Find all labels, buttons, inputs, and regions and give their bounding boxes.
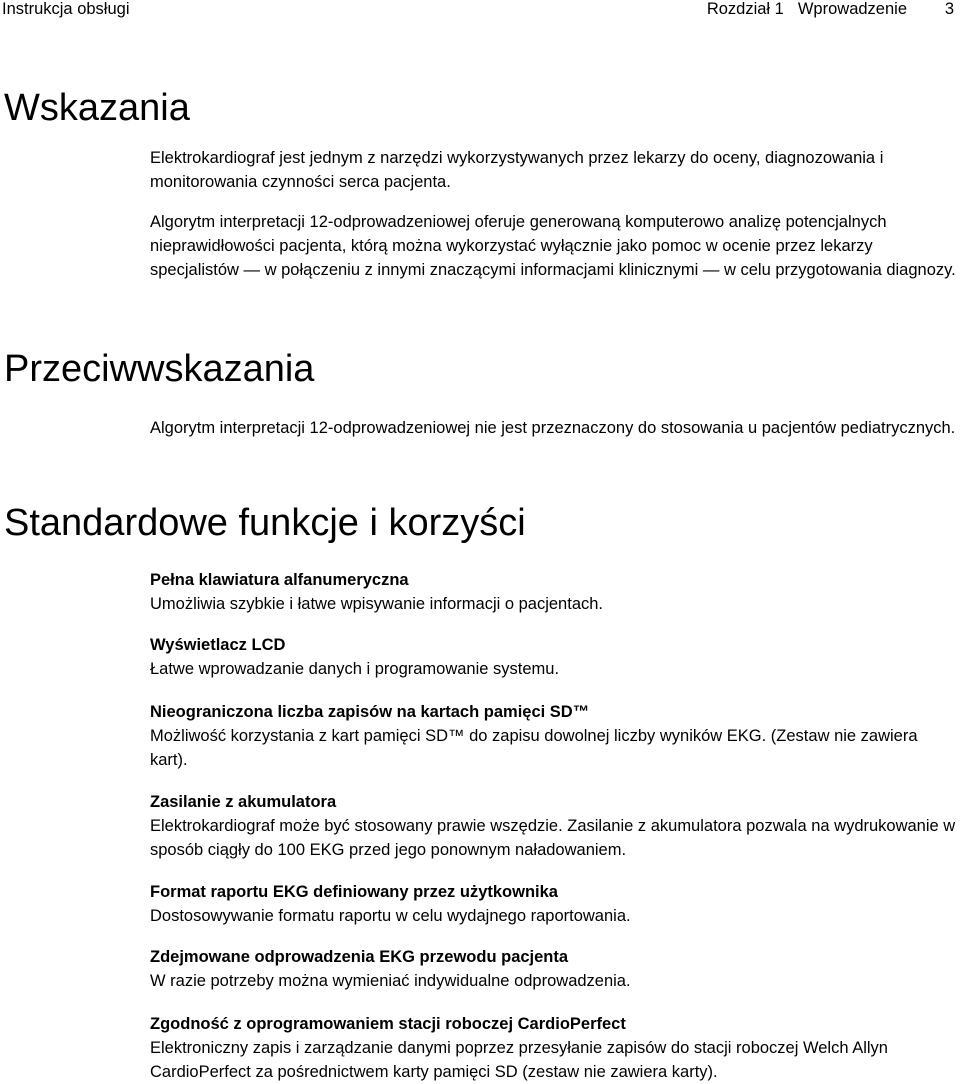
feature-battery <box>150 790 958 862</box>
feature-title: Pełna klawiatura alfanumeryczna <box>150 571 409 589</box>
contraindications-heading: Przeciwwskazania <box>4 348 315 390</box>
contraindications-paragraph: Algorytm interpretacji 12-odprowadzeniowej nie jest przeznaczony do stosowania u pacjentów pediatrycznych. <box>150 419 956 437</box>
feature-title: Zdejmowane odprowadzenia EKG przewodu pacjenta <box>150 948 569 966</box>
feature-keyboard <box>150 568 958 616</box>
feature-lcd <box>150 633 958 681</box>
feature-cardioperfect <box>150 1012 958 1084</box>
feature-text: Elektroniczny zapis i zarządzanie danymi poprzez przesyłanie zapisów do stacji roboczej Welch Allyn CardioPerfect za pośrednictwem karty pamięci SD (zestaw nie zawiera karty). <box>150 1039 888 1081</box>
feature-text: W razie potrzeby można wymieniać indywidualne odprowadzenia. <box>150 972 631 990</box>
feature-title: Nieograniczona liczba zapisów na kartach pamięci SD™ <box>150 703 590 721</box>
feature-text: Możliwość korzystania z kart pamięci SD™ do zapisu dowolnej liczby wyników EKG. (Zestaw nie zawiera kart). <box>150 727 918 769</box>
feature-report-format <box>150 880 958 928</box>
page-header <box>0 0 960 24</box>
feature-title: Format raportu EKG definiowany przez użytkownika <box>150 883 558 901</box>
feature-title: Zasilanie z akumulatora <box>150 793 337 811</box>
chapter-reference <box>707 0 907 19</box>
feature-text: Łatwe wprowadzanie danych i programowanie systemu. <box>150 660 560 678</box>
page-number: 3 <box>944 0 954 18</box>
indications-paragraph-1: Elektrokardiograf jest jednym z narzędzi wykorzystywanych przez lekarzy do oceny, diagnozowania i monitorowania czynności serca pacjenta. <box>150 149 884 191</box>
feature-text: Dostosowywanie formatu raportu w celu wydajnego raportowania. <box>150 907 631 925</box>
feature-title: Wyświetlacz LCD <box>150 636 286 654</box>
feature-sd-card <box>150 700 958 772</box>
indications-paragraph-2: Algorytm interpretacji 12-odprowadzeniowej oferuje generowaną komputerowo analizę potencjalnych nieprawidłowości pacjenta, którą można wykorzystać wyłącznie jako pomoc w ocenie przez lekarzy specjalistów — w połączeniu z innymi znaczącymi informacjami klinicznymi — w celu przygotowania diagnozy. <box>150 213 956 279</box>
feature-text: Umożliwia szybkie i łatwe wpisywanie informacji o pacjentach. <box>150 595 604 613</box>
chapter-name: Wprowadzenie <box>797 0 907 18</box>
indications-heading: Wskazania <box>4 87 190 129</box>
chapter-label: Rozdział 1 <box>706 0 784 18</box>
document-title: Instrukcja obsługi <box>2 0 130 18</box>
feature-text: Elektrokardiograf może być stosowany prawie wszędzie. Zasilanie z akumulatora pozwala na wydrukowanie w sposób ciągły do 100 EKG przed jego ponownym naładowaniem. <box>150 817 956 859</box>
feature-removable-leads <box>150 945 958 993</box>
features-heading: Standardowe funkcje i korzyści <box>4 502 526 544</box>
feature-title: Zgodność z oprogramowaniem stacji roboczej CardioPerfect <box>150 1015 626 1033</box>
